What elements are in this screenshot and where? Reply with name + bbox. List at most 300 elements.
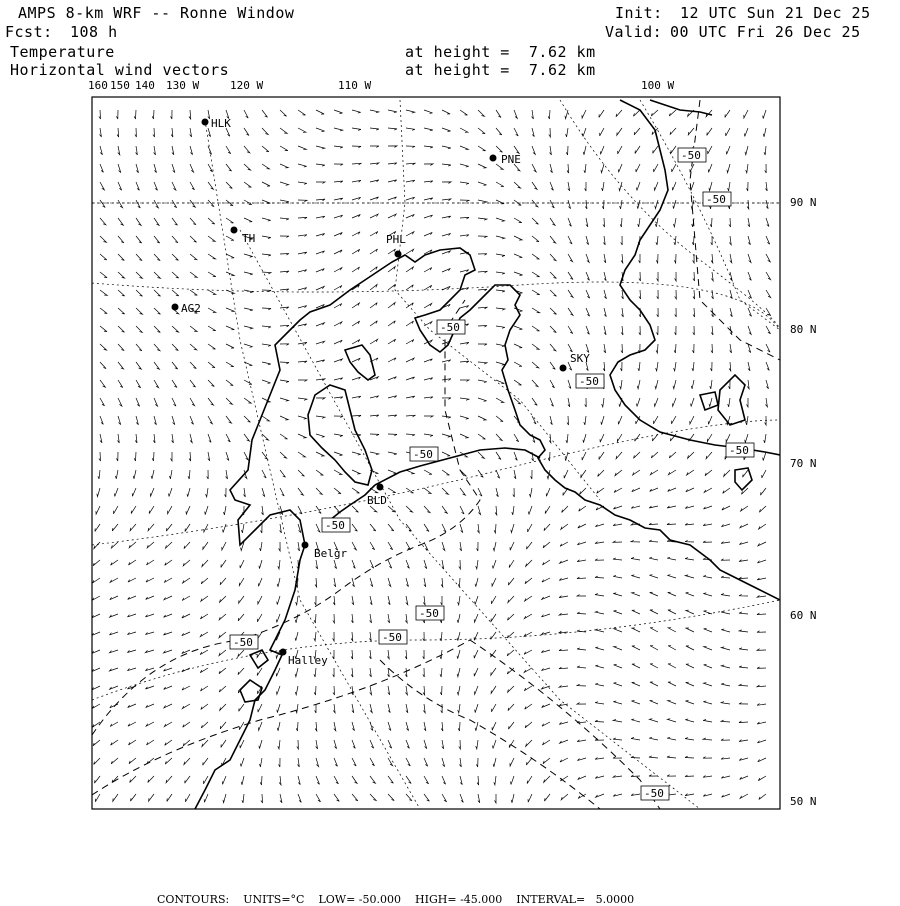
- wind-vector: [208, 164, 213, 172]
- wind-vector: [613, 541, 622, 543]
- wind-vector: [721, 524, 730, 527]
- contour-footer: [150, 880, 648, 906]
- wind-vector: [550, 308, 557, 314]
- wind-vector: [388, 506, 395, 512]
- wind-vector: [617, 128, 622, 135]
- wind-vector: [424, 303, 432, 308]
- wind-vector: [295, 614, 298, 623]
- wind-vector: [147, 542, 154, 548]
- wind-vector: [128, 614, 137, 617]
- wind-vector: [618, 164, 622, 172]
- station-dot: [560, 365, 567, 372]
- wind-vector: [639, 272, 641, 281]
- wind-vector: [512, 506, 514, 515]
- wind-vector: [634, 110, 641, 116]
- wind-vector: [183, 560, 190, 566]
- wind-vector: [458, 578, 460, 587]
- wind-vector: [182, 704, 190, 709]
- wind-vector: [604, 308, 606, 317]
- wind-vector: [424, 488, 431, 494]
- contour-label: [678, 148, 706, 162]
- lat-label-90n: 90 N: [790, 196, 817, 209]
- wind-vector: [739, 594, 748, 596]
- wind-vector: [568, 290, 573, 297]
- wind-vector: [388, 146, 397, 148]
- wind-vector: [603, 218, 605, 227]
- wind-vector: [334, 794, 339, 801]
- wind-vector: [514, 434, 519, 442]
- wind-vector: [763, 128, 766, 137]
- wind-vector: [93, 578, 101, 583]
- wind-vector: [388, 128, 397, 130]
- wind-vector: [110, 668, 119, 671]
- wind-vector: [370, 197, 379, 200]
- wind-vector: [721, 576, 730, 578]
- wind-vector: [739, 703, 748, 705]
- wind-vector: [476, 758, 478, 767]
- wind-vector: [639, 254, 640, 263]
- wind-vector: [316, 146, 325, 149]
- wind-vector: [351, 650, 353, 659]
- wind-vector: [136, 290, 143, 296]
- wind-vector: [493, 758, 496, 767]
- wind-vector: [238, 650, 244, 657]
- wind-vector: [655, 200, 658, 209]
- wind-vector: [136, 182, 139, 190]
- wind-vector: [613, 719, 622, 722]
- wind-vector: [596, 794, 604, 797]
- wind-vector: [475, 704, 478, 713]
- wind-vector: [529, 506, 533, 515]
- wind-vector: [595, 611, 604, 614]
- wind-vector: [164, 686, 172, 689]
- wind-vector: [226, 434, 230, 442]
- wind-vector: [740, 776, 748, 779]
- wind-vector: [352, 215, 360, 219]
- wind-vector: [100, 326, 107, 332]
- wind-vector: [259, 560, 262, 569]
- wind-vector: [280, 416, 288, 420]
- wind-vector: [352, 358, 360, 362]
- wind-vector: [675, 308, 677, 317]
- wind-vector: [424, 776, 429, 784]
- wind-vector: [478, 289, 487, 291]
- wind-vector: [424, 128, 433, 131]
- wind-vector: [442, 164, 451, 166]
- wind-vector: [315, 704, 316, 713]
- wind-vector: [721, 776, 730, 778]
- wind-vector: [298, 776, 300, 785]
- wind-vector: [693, 308, 695, 317]
- wind-vector: [460, 110, 467, 115]
- wind-vector: [631, 506, 640, 508]
- wind-vector: [352, 470, 360, 474]
- footer-units: UNITS=°C: [243, 893, 305, 906]
- wind-vector: [614, 611, 623, 615]
- wind-vector: [632, 701, 641, 705]
- wind-vector: [550, 218, 555, 225]
- wind-vector: [244, 218, 252, 222]
- wind-vector: [568, 326, 573, 334]
- wind-vector: [725, 110, 730, 117]
- wind-vector: [577, 684, 586, 686]
- wind-vector: [406, 163, 415, 165]
- wind-vector: [649, 540, 658, 542]
- wind-vector: [632, 628, 640, 632]
- wind-vector: [740, 524, 748, 528]
- wind-vector: [280, 182, 289, 185]
- wind-vector: [147, 740, 155, 745]
- wind-vector: [279, 542, 281, 551]
- wind-vector: [277, 704, 280, 713]
- wind-vector: [208, 236, 215, 241]
- field2-height: at height = 7.62 km: [405, 61, 596, 79]
- wind-vector: [706, 452, 712, 459]
- wind-vector: [164, 614, 172, 617]
- wind-vector: [406, 560, 409, 568]
- wind-vector: [405, 614, 407, 623]
- wind-vector: [352, 303, 359, 308]
- wind-vector: [657, 272, 659, 281]
- wind-vector: [316, 360, 325, 362]
- wind-vector: [316, 416, 325, 418]
- wind-vector: [656, 236, 658, 245]
- footer-interval: INTERVAL= 5.0000: [516, 893, 635, 906]
- wind-vector: [260, 542, 262, 551]
- wind-vector: [406, 506, 413, 512]
- wind-vector: [496, 272, 505, 274]
- wind-vector: [208, 434, 211, 442]
- wind-vector: [262, 110, 268, 117]
- wind-vector: [424, 232, 432, 236]
- wind-vector: [298, 542, 300, 551]
- wind-vector: [110, 686, 118, 689]
- wind-vector: [441, 722, 443, 731]
- wind-vector: [442, 506, 447, 513]
- wind-vector: [280, 398, 289, 401]
- wind-vector: [632, 682, 640, 686]
- wind-vector: [114, 488, 118, 496]
- wind-vector: [509, 560, 514, 568]
- wind-vector: [460, 235, 469, 237]
- wind-vector: [316, 740, 318, 749]
- wind-vector: [550, 362, 555, 369]
- wind-vector: [496, 470, 500, 478]
- wind-vector: [208, 254, 216, 259]
- wind-vector: [494, 524, 496, 533]
- wind-vector: [131, 794, 137, 801]
- wind-vector: [721, 647, 730, 650]
- wind-vector: [145, 668, 154, 671]
- wind-vector: [529, 488, 532, 497]
- wind-vector: [477, 542, 479, 551]
- field1-height: at height = 7.62 km: [405, 43, 596, 61]
- wind-vector: [559, 649, 568, 651]
- wind-vector: [223, 794, 226, 803]
- wind-vector: [298, 470, 305, 476]
- wind-vector: [388, 415, 397, 417]
- wind-vector: [388, 794, 394, 801]
- wind-vector: [406, 180, 415, 182]
- wind-vector: [524, 650, 532, 654]
- wind-vector: [673, 200, 676, 209]
- wind-vector: [406, 214, 414, 218]
- wind-vector: [595, 576, 604, 578]
- wind-vector: [172, 326, 179, 332]
- wind-vector: [334, 146, 343, 148]
- wind-vector: [334, 470, 342, 474]
- wind-vector: [262, 254, 271, 256]
- wind-vector: [136, 398, 140, 406]
- wind-vector: [334, 304, 342, 309]
- wind-vector: [190, 182, 195, 190]
- wind-vector: [649, 756, 658, 758]
- wind-vector: [442, 434, 451, 437]
- wind-vector: [164, 650, 173, 653]
- wind-vector: [686, 664, 694, 668]
- wind-vector: [577, 648, 586, 650]
- lon-label-150: 150: [110, 79, 130, 92]
- field1-name: Temperature: [10, 43, 115, 61]
- wind-vector: [614, 664, 622, 668]
- wind-vector: [581, 470, 586, 477]
- wind-vector: [631, 540, 640, 542]
- wind-vector: [95, 794, 100, 802]
- wind-vector: [388, 740, 392, 748]
- wind-vector: [577, 560, 586, 562]
- wind-vector: [564, 470, 568, 478]
- wind-vector: [524, 668, 532, 672]
- wind-vector: [295, 668, 298, 677]
- wind-vector: [190, 416, 194, 424]
- wind-vector: [424, 268, 432, 273]
- wind-vector: [514, 326, 522, 330]
- wind-vector: [578, 524, 586, 528]
- wind-vector: [441, 704, 443, 713]
- wind-vector: [559, 613, 568, 615]
- wind-vector: [316, 379, 325, 381]
- wind-vector: [116, 452, 118, 461]
- wind-vector: [130, 524, 136, 531]
- wind-vector: [262, 308, 271, 310]
- wind-vector: [621, 236, 623, 245]
- wind-vector: [110, 704, 118, 708]
- wind-vector: [220, 722, 226, 729]
- wind-vector: [298, 361, 307, 363]
- wind-vector: [514, 182, 521, 188]
- wind-vector: [370, 163, 379, 165]
- wind-vector: [280, 271, 289, 273]
- wind-vector: [406, 340, 414, 345]
- wind-vector: [352, 163, 361, 165]
- wind-vector: [704, 683, 713, 686]
- wind-vector: [405, 668, 407, 677]
- wind-vector: [474, 614, 478, 622]
- wind-vector: [100, 308, 107, 314]
- wind-vector: [748, 362, 750, 371]
- wind-vector: [721, 594, 730, 596]
- wind-vector: [244, 416, 251, 422]
- wind-vector: [442, 542, 445, 551]
- wind-vector: [118, 290, 125, 296]
- wind-vector: [685, 738, 694, 740]
- wind-vector: [637, 398, 641, 407]
- wind-vector: [146, 704, 154, 708]
- wind-vector: [370, 524, 376, 531]
- wind-vector: [655, 380, 658, 389]
- wind-vector: [620, 380, 622, 389]
- wind-vector: [424, 794, 429, 801]
- wind-vector: [369, 632, 371, 641]
- wind-vector: [442, 360, 451, 362]
- wind-vector: [298, 324, 307, 326]
- wind-vector: [262, 416, 270, 421]
- wind-vector: [578, 776, 586, 780]
- wind-vector: [298, 452, 306, 457]
- wind-vector: [352, 232, 360, 236]
- wind-vector: [370, 396, 379, 398]
- wind-vector: [766, 272, 771, 280]
- wind-vector: [726, 434, 730, 442]
- wind-vector: [406, 704, 408, 713]
- wind-vector: [280, 344, 289, 346]
- wind-vector: [130, 776, 136, 783]
- wind-vector: [541, 632, 550, 635]
- wind-vector: [577, 758, 586, 761]
- lon-label-140: 140: [135, 79, 155, 92]
- wind-vector: [370, 704, 372, 713]
- wind-vector: [685, 523, 694, 525]
- wind-vector: [334, 578, 336, 587]
- wind-vector: [207, 470, 209, 479]
- wind-vector: [424, 560, 427, 569]
- wind-vector: [352, 321, 360, 326]
- wind-vector: [244, 182, 251, 187]
- wind-vector: [127, 668, 136, 671]
- wind-vector: [223, 524, 226, 533]
- wind-vector: [604, 326, 606, 335]
- wind-vector: [241, 758, 245, 767]
- wind-vector: [668, 610, 676, 614]
- wind-vector: [651, 110, 658, 116]
- wind-vector: [708, 146, 712, 154]
- wind-vector: [164, 578, 172, 583]
- wind-vector: [685, 540, 694, 542]
- wind-vector: [110, 614, 118, 617]
- wind-vector: [693, 326, 695, 335]
- wind-vector: [618, 146, 622, 154]
- wind-vector: [152, 110, 154, 119]
- lat-label-80n: 80 N: [790, 323, 817, 336]
- wind-vector: [442, 216, 451, 218]
- wind-vector: [208, 398, 214, 405]
- wind-vector: [494, 776, 496, 785]
- wind-vector: [316, 216, 325, 218]
- wind-vector: [458, 596, 460, 605]
- station-bld: [367, 484, 387, 508]
- wind-vector: [164, 632, 173, 635]
- wind-vector: [496, 434, 502, 441]
- wind-vector: [711, 344, 713, 353]
- wind-vector: [600, 146, 604, 154]
- wind-vector: [128, 578, 136, 582]
- wind-vector: [460, 776, 462, 785]
- wind-vector: [370, 285, 377, 291]
- wind-vector: [190, 200, 195, 207]
- wind-vector: [172, 236, 178, 243]
- wind-vector: [115, 470, 118, 479]
- wind-vector: [668, 664, 676, 668]
- wind-vector: [298, 398, 307, 400]
- wind-vector: [100, 398, 105, 406]
- wind-vector: [370, 758, 375, 766]
- wind-vector: [164, 704, 172, 708]
- wind-vector: [757, 595, 766, 597]
- wind-vector: [118, 362, 124, 369]
- wind-vector: [92, 632, 100, 636]
- wind-vector: [146, 596, 154, 599]
- wind-vector: [532, 290, 540, 295]
- wind-vector: [316, 398, 325, 400]
- wind-vector: [548, 110, 550, 119]
- wind-vector: [514, 344, 522, 348]
- wind-vector: [476, 740, 478, 749]
- wind-vector: [136, 254, 142, 261]
- wind-vector: [334, 776, 338, 784]
- wind-vector: [595, 758, 604, 760]
- wind-vector: [568, 272, 573, 280]
- wind-vector: [423, 632, 425, 641]
- wind-vector: [118, 182, 122, 190]
- wind-vector: [691, 380, 694, 389]
- wind-vector: [614, 488, 622, 492]
- wind-vector: [600, 128, 604, 136]
- wind-vector: [118, 164, 121, 173]
- wind-vector: [747, 182, 749, 191]
- wind-vector: [208, 290, 216, 294]
- wind-vector: [703, 720, 712, 723]
- wind-vector: [148, 524, 154, 531]
- wind-vector: [388, 722, 391, 731]
- wind-vector: [595, 594, 604, 596]
- wind-vector: [220, 704, 226, 710]
- wind-vector: [333, 632, 335, 641]
- wind-vector: [406, 128, 415, 130]
- valid-time: 00 UTC Fri 26 Dec 25: [670, 23, 861, 41]
- wind-vector: [602, 182, 604, 191]
- wind-vector: [686, 488, 694, 492]
- wind-vector: [686, 628, 694, 632]
- wind-vector: [758, 560, 767, 563]
- wind-vector: [298, 128, 306, 132]
- wind-vector: [132, 488, 136, 496]
- wind-vector: [262, 434, 269, 440]
- station-label: HLK: [211, 117, 231, 130]
- wind-vector: [182, 614, 190, 618]
- wind-vector: [388, 686, 390, 695]
- wind-vector: [262, 218, 271, 221]
- wind-vector: [100, 344, 107, 350]
- wind-vector: [668, 646, 676, 650]
- wind-vector: [280, 164, 288, 168]
- wind-vector: [219, 668, 226, 674]
- wind-vector: [298, 217, 307, 219]
- wind-vector: [604, 344, 606, 353]
- wind-vector: [388, 758, 393, 766]
- wind-vector: [92, 668, 100, 672]
- wind-vector: [424, 740, 427, 749]
- wind-vector: [315, 722, 317, 731]
